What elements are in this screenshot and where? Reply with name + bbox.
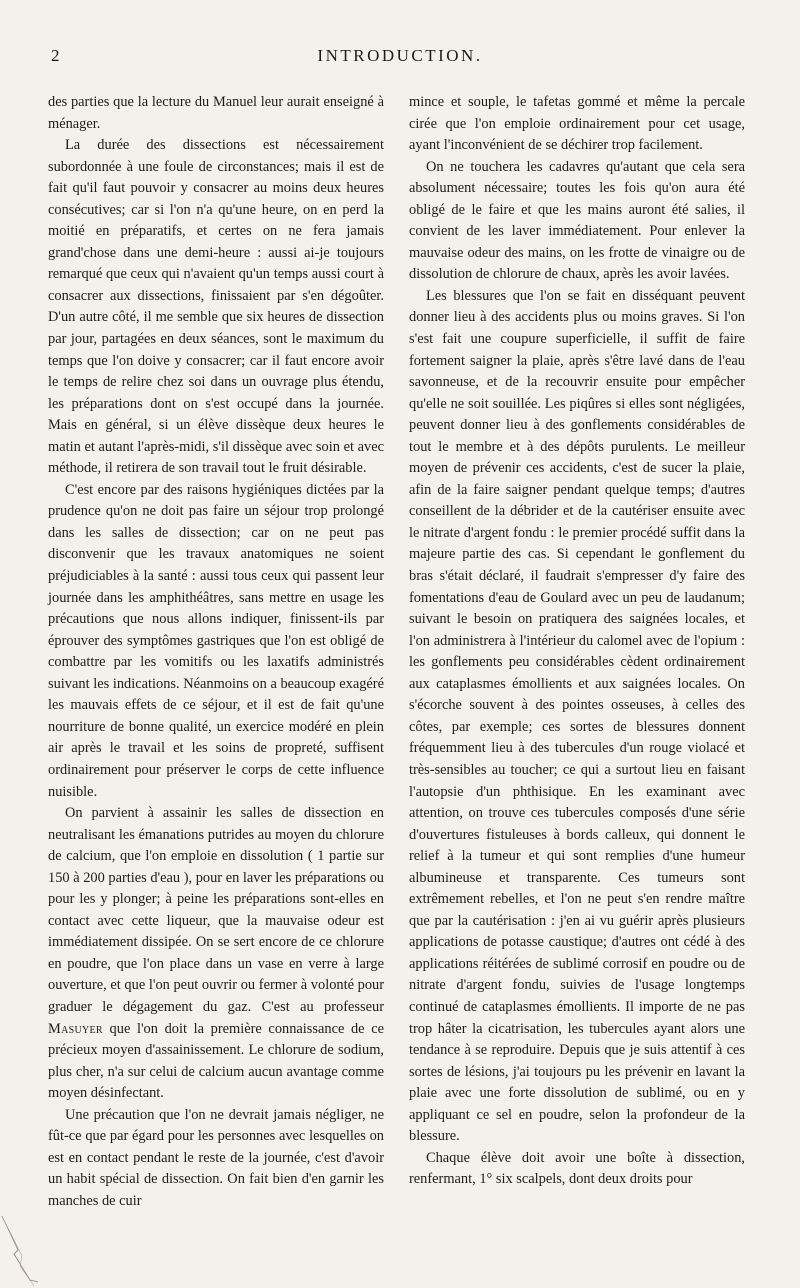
page-number: 2 — [51, 46, 60, 65]
right-column — [409, 92, 745, 1191]
page-corner-mark — [0, 1210, 40, 1288]
paragraph: La durée des dissections est nécessairement subordonnée à une foule de circonstances; mais il est de fait qu'il faut pouvoir y consacrer au moins deux heures consécutives; car si l'on n'a qu'une heure, on en perd la moitié en préparatifs, et certes on ne fera jamais grand'chose dans une demi-heure : aussi ai-je toujours remarqué que ceux qui n'avaient qu'un temps aussi court à consacrer aux dissections, finissaient par s'en dégoûter. D'un autre côté, il me semble que six heures de dissection par jour, partagées en deux séances, sont le maximum du temps que l'on doive y consacrer; car il faut encore avoir le temps de relire chez soi dans un ouvrage plus étendu, les préparations dont on s'est occupé dans la journée. Mais en général, si un élève dissèque deux heures le matin et autant l'après-midi, s'il dissèque avec soin et avec méthode, il retirera de son travail tout le fruit désirable. — [48, 137, 384, 477]
paragraph: Une précaution que l'on ne devrait jamais négliger, ne fût-ce que par égard pour les personnes avec lesquelles on est en contact pendant le reste de la journée, c'est d'avoir un habit spécial de dissection. On fait bien d'en garnir les manches de cuir — [48, 1106, 384, 1209]
paragraph: mince et souple, le tafetas gommé et même la percale cirée que l'on emploie ordinairement pour cet usage, ayant l'inconvénient de se déchirer trop facilement. — [409, 94, 745, 154]
author-name: Masuyer — [48, 1020, 103, 1037]
running-head: INTRODUCTION. — [317, 46, 483, 65]
paragraph: On ne touchera les cadavres qu'autant que cela sera absolument nécessaire; toutes les fois qu'on aura été obligé de le faire et que les mains auront été salies, il convient de les laver immédiatement. Pour enlever la mauvaise odeur des mains, on les frotte de vinaigre ou de dissolution de chlorure de chaux, après les avoir lavées. — [409, 158, 745, 283]
paragraph: Les blessures que l'on se fait en disséquant peuvent donner lieu à des accidents plus ou moins graves. Si l'on s'est fait une coupure superficielle, il suffit de faire fortement saigner la plaie, après s'être lavé dans de l'eau savonneuse, et de la recouvrir ensuite pour empêcher qu'elle ne soit souillée. Les piqûres si elles sont négligées, peuvent donner lieu à des gonflements considérables de tout le membre et à des dépôts purulents. Le meilleur moyen de prévenir ces accidents, c'est de sucer la plaie, afin de la faire saigner pendant quelque temps; d'autres conseillent de la débrider et de la cautériser ensuite avec le nitrate d'argent fondu : le premier procédé suffit dans la majeure partie des cas. Si cependant le gonflement du bras s'était déclaré, il faudrait s'empresser d'y faire des fomentations d'eau de Goulard avec un peu de laudanum; suivant le besoin on pratiquera des saignées locales, et l'on administrera à l'intérieur du calomel avec de l'opium : les gonflements peu considérables cèdent ordinairement aux cataplasmes émollients et aux saignées locales. On s'écorche souvent à des pointes osseuses, à celles des côtes, par exemple; ces sortes de blessures donnent fréquemment lieu à des tubercules d'un rouge violacé et très-sensibles au toucher; ce qui a surtout lieu en faisant l'autopsie d'un phthisique. En les examinant avec attention, on trouve ces tubercules composés d'une série d'ouvertures fistuleuses à bords calleux, qui donnent le relief à la tumeur et qui sont remplies d'une humeur albumineuse et transparente. Ces tumeurs sont extrêmement rebelles, et l'on ne peut s'en rendre maître que par la cautérisation : j'en ai vu guérir après plusieurs applications de potasse caustique; d'autres ont cédé à des applications réitérées de sublimé corrosif en poudre ou de nitrate d'argent fondu, suivies de l'usage longtemps continué de cataplasmes émollients. Il importe de ne pas trop hâter la cicatrisation, les tubercules ayant alors une tendance à se reproduire. Depuis que je suis attentif à ces sortes de lésions, j'ai toujours pu les prévenir en lavant la plaie avec une forte dissolution de sublimé, ou en y appliquant ce sel en poudre, selon la profondeur de la blessure. — [409, 287, 745, 1145]
paragraph-text: que l'on doit la première connaissance de ce précieux moyen d'assainissement. Le chlorure de sodium, plus cher, n'a sur celui de calcium aucun avantage comme moyen désinfectant. — [48, 1020, 384, 1102]
left-column — [48, 92, 384, 1212]
paragraph: des parties que la lecture du Manuel leur aurait enseigné à ménager. — [48, 94, 384, 132]
paragraph — [48, 803, 384, 1105]
page-header — [0, 46, 800, 76]
paragraph: Chaque élève doit avoir une boîte à dissection, renfermant, 1° six scalpels, dont deux droits pour — [409, 1149, 745, 1188]
paragraph-text: On parvient à assainir les salles de dissection en neutralisant les émanations putrides au moyen du chlorure de calcium, que l'on emploie en dissolution ( 1 partie sur 150 à 200 parties d'eau ), pour en laver les préparations ou pour les y plonger; à peine les préparations sont-elles en contact avec cette liqueur, que la mauvaise odeur est immédiatement dissipée. On se sert encore de ce chlorure en poudre, que l'on place dans un vase en verre à large ouverture, et que l'on peut ouvrir ou fermer à volonté pour graduer le dégagement du gaz. C'est au professeur — [48, 805, 384, 1015]
paragraph: C'est encore par des raisons hygiéniques dictées par la prudence qu'on ne doit pas faire un séjour trop prolongé dans les salles de dissection; car on ne peut pas disconvenir que les travaux anatomiques ne soient préjudiciables à la santé : aussi tous ceux qui passent leur journée dans les amphithéâtres, sans mettre en usage les précautions que nous allons indiquer, finissent-ils par éprouver des symptômes gastriques que l'on est obligé de combattre par les vomitifs ou les laxatifs administrés suivant les indications. Néanmoins on a beaucoup exagéré les mauvais effets de ce séjour, et il est de fait qu'une nourriture de bonne qualité, un exercice modéré en plein air après le travail et les soins de propreté, suffisent ordinairement pour préserver le corps de cette influence nuisible. — [48, 481, 384, 800]
